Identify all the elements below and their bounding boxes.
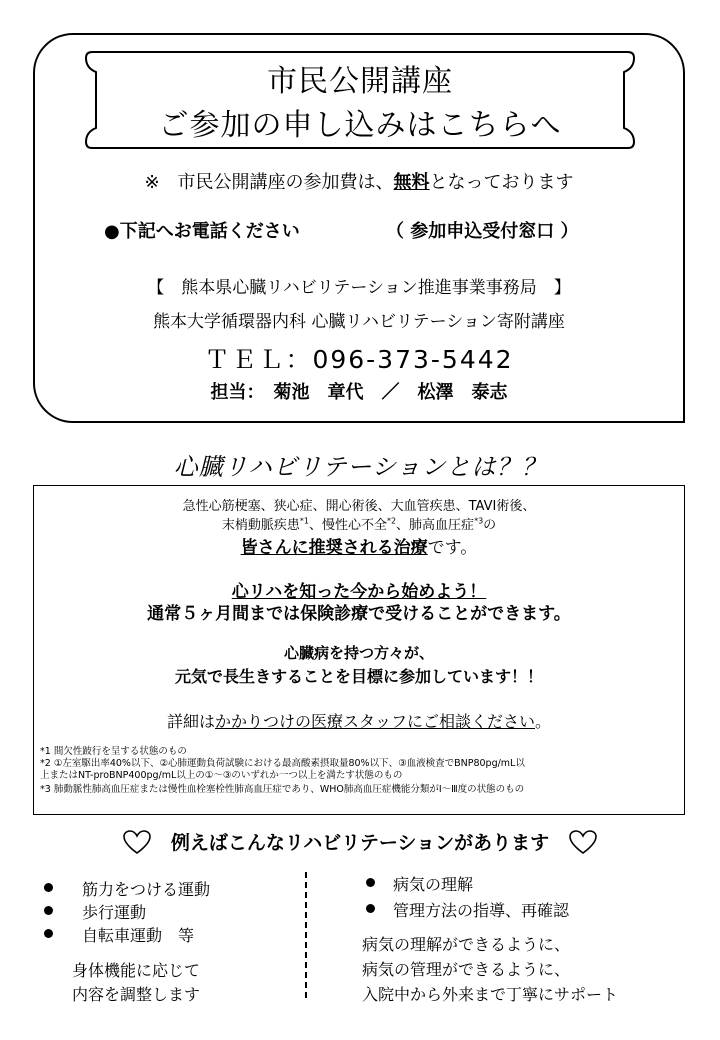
footnote-3: *3 肺動脈性肺高血圧症または慢性血栓塞栓性肺高血圧症であり、WHO肺高血圧症機能分類がⅠ～Ⅲ度の状態のもの	[40, 784, 525, 795]
phone-prompt: ●下記へお電話ください	[104, 221, 300, 242]
details-line	[33, 709, 685, 732]
heart-icon	[122, 829, 152, 855]
footnote-2-cont: 上またはNT-proBNP400pg/mL以上の①～③のいずれか一つ以上を満たす状態のもの	[40, 770, 403, 781]
footnote-1: *1 間欠性跛行を呈する状態のもの	[40, 746, 187, 757]
about-heading: 心臓リハビリテーションとは？？	[173, 453, 547, 481]
details-highlight: かかりつけの医療スタッフにご相談ください	[214, 712, 535, 731]
fee-free-label: 無料	[393, 172, 430, 193]
insurance-line: 通常５ヶ月間までは保険診療で受けることができます。	[147, 604, 571, 624]
disease-chf: 、慢性心不全	[308, 518, 387, 533]
recommend-highlight: 皆さんに推奨される治療	[240, 538, 428, 558]
footnote-ref-2: *2	[386, 516, 397, 526]
education-note-line-3: 入院中から外来まで丁寧にサポート	[362, 985, 619, 1004]
footnote-ref-3: *3	[474, 516, 484, 526]
fee-note	[33, 168, 685, 194]
fee-note-suffix: となっております	[429, 172, 574, 193]
bullet-icon	[44, 883, 53, 892]
diseases-tail: の	[483, 518, 497, 533]
education-note-line-1: 病気の理解ができるように、	[362, 935, 571, 954]
details-prefix: 詳細は	[166, 712, 215, 731]
contact-persons: 担当： 菊池 章代 ／ 松澤 泰志	[210, 382, 508, 403]
recommend-line	[33, 533, 685, 558]
phone-number: ＴＥＬ：096-373-5442	[204, 345, 514, 374]
fee-note-prefix: ※ 市民公開講座の参加費は、	[144, 172, 394, 193]
bullet-icon	[44, 906, 53, 915]
diseases-line-1: 急性心筋梗塞、狭心症、開心術後、大血管疾患、TAVI術後、	[182, 499, 536, 514]
office-name: 【 熊本県心臓リハビリテーション推進事業事務局 】	[147, 278, 571, 298]
patients-line-2: 元気で長生きすることを目標に参加しています！！	[174, 667, 543, 686]
start-now-line: 心リハを知った今から始めよう！	[231, 582, 487, 602]
recommend-suffix: です。	[427, 538, 478, 558]
department-name: 熊本大学循環器内科 心臓リハビリテーション寄附講座	[153, 312, 565, 332]
examples-heading: 例えばこんなリハビリテーションがあります	[170, 832, 550, 854]
title-line-2: ご参加の申し込みはこちらへ	[158, 108, 562, 143]
column-divider	[305, 872, 307, 998]
bullet-icon	[366, 904, 375, 913]
disease-pad: 末梢動脈疾患	[221, 518, 300, 533]
exercise-note-line-1: 身体機能に応じて	[72, 961, 201, 980]
desk-label: （ 参加申込受付窓口 ）	[386, 221, 579, 242]
title-line-1: 市民公開講座	[267, 64, 453, 99]
examples-heading-row	[0, 828, 720, 855]
exercise-note-line-2: 内容を調整します	[72, 985, 201, 1004]
title-frame	[82, 48, 638, 152]
patients-line-1: 心臓病を持つ方々が、	[283, 644, 434, 662]
bullet-icon	[44, 929, 53, 938]
diseases-line-2	[33, 514, 685, 533]
bullet-icon	[366, 878, 375, 887]
footnote-ref-1: *1	[299, 516, 309, 526]
heart-icon	[568, 829, 598, 855]
disease-ph: 、肺高血圧症	[396, 518, 475, 533]
details-suffix: 。	[535, 712, 552, 731]
footnote-2: *2 ①左室駆出率40%以下、②心肺運動負荷試験における最高酸素摂取量80%以下、③血液検査でBNP80pg/mL以	[40, 758, 525, 769]
education-note-line-2: 病気の管理ができるように、	[362, 960, 571, 979]
